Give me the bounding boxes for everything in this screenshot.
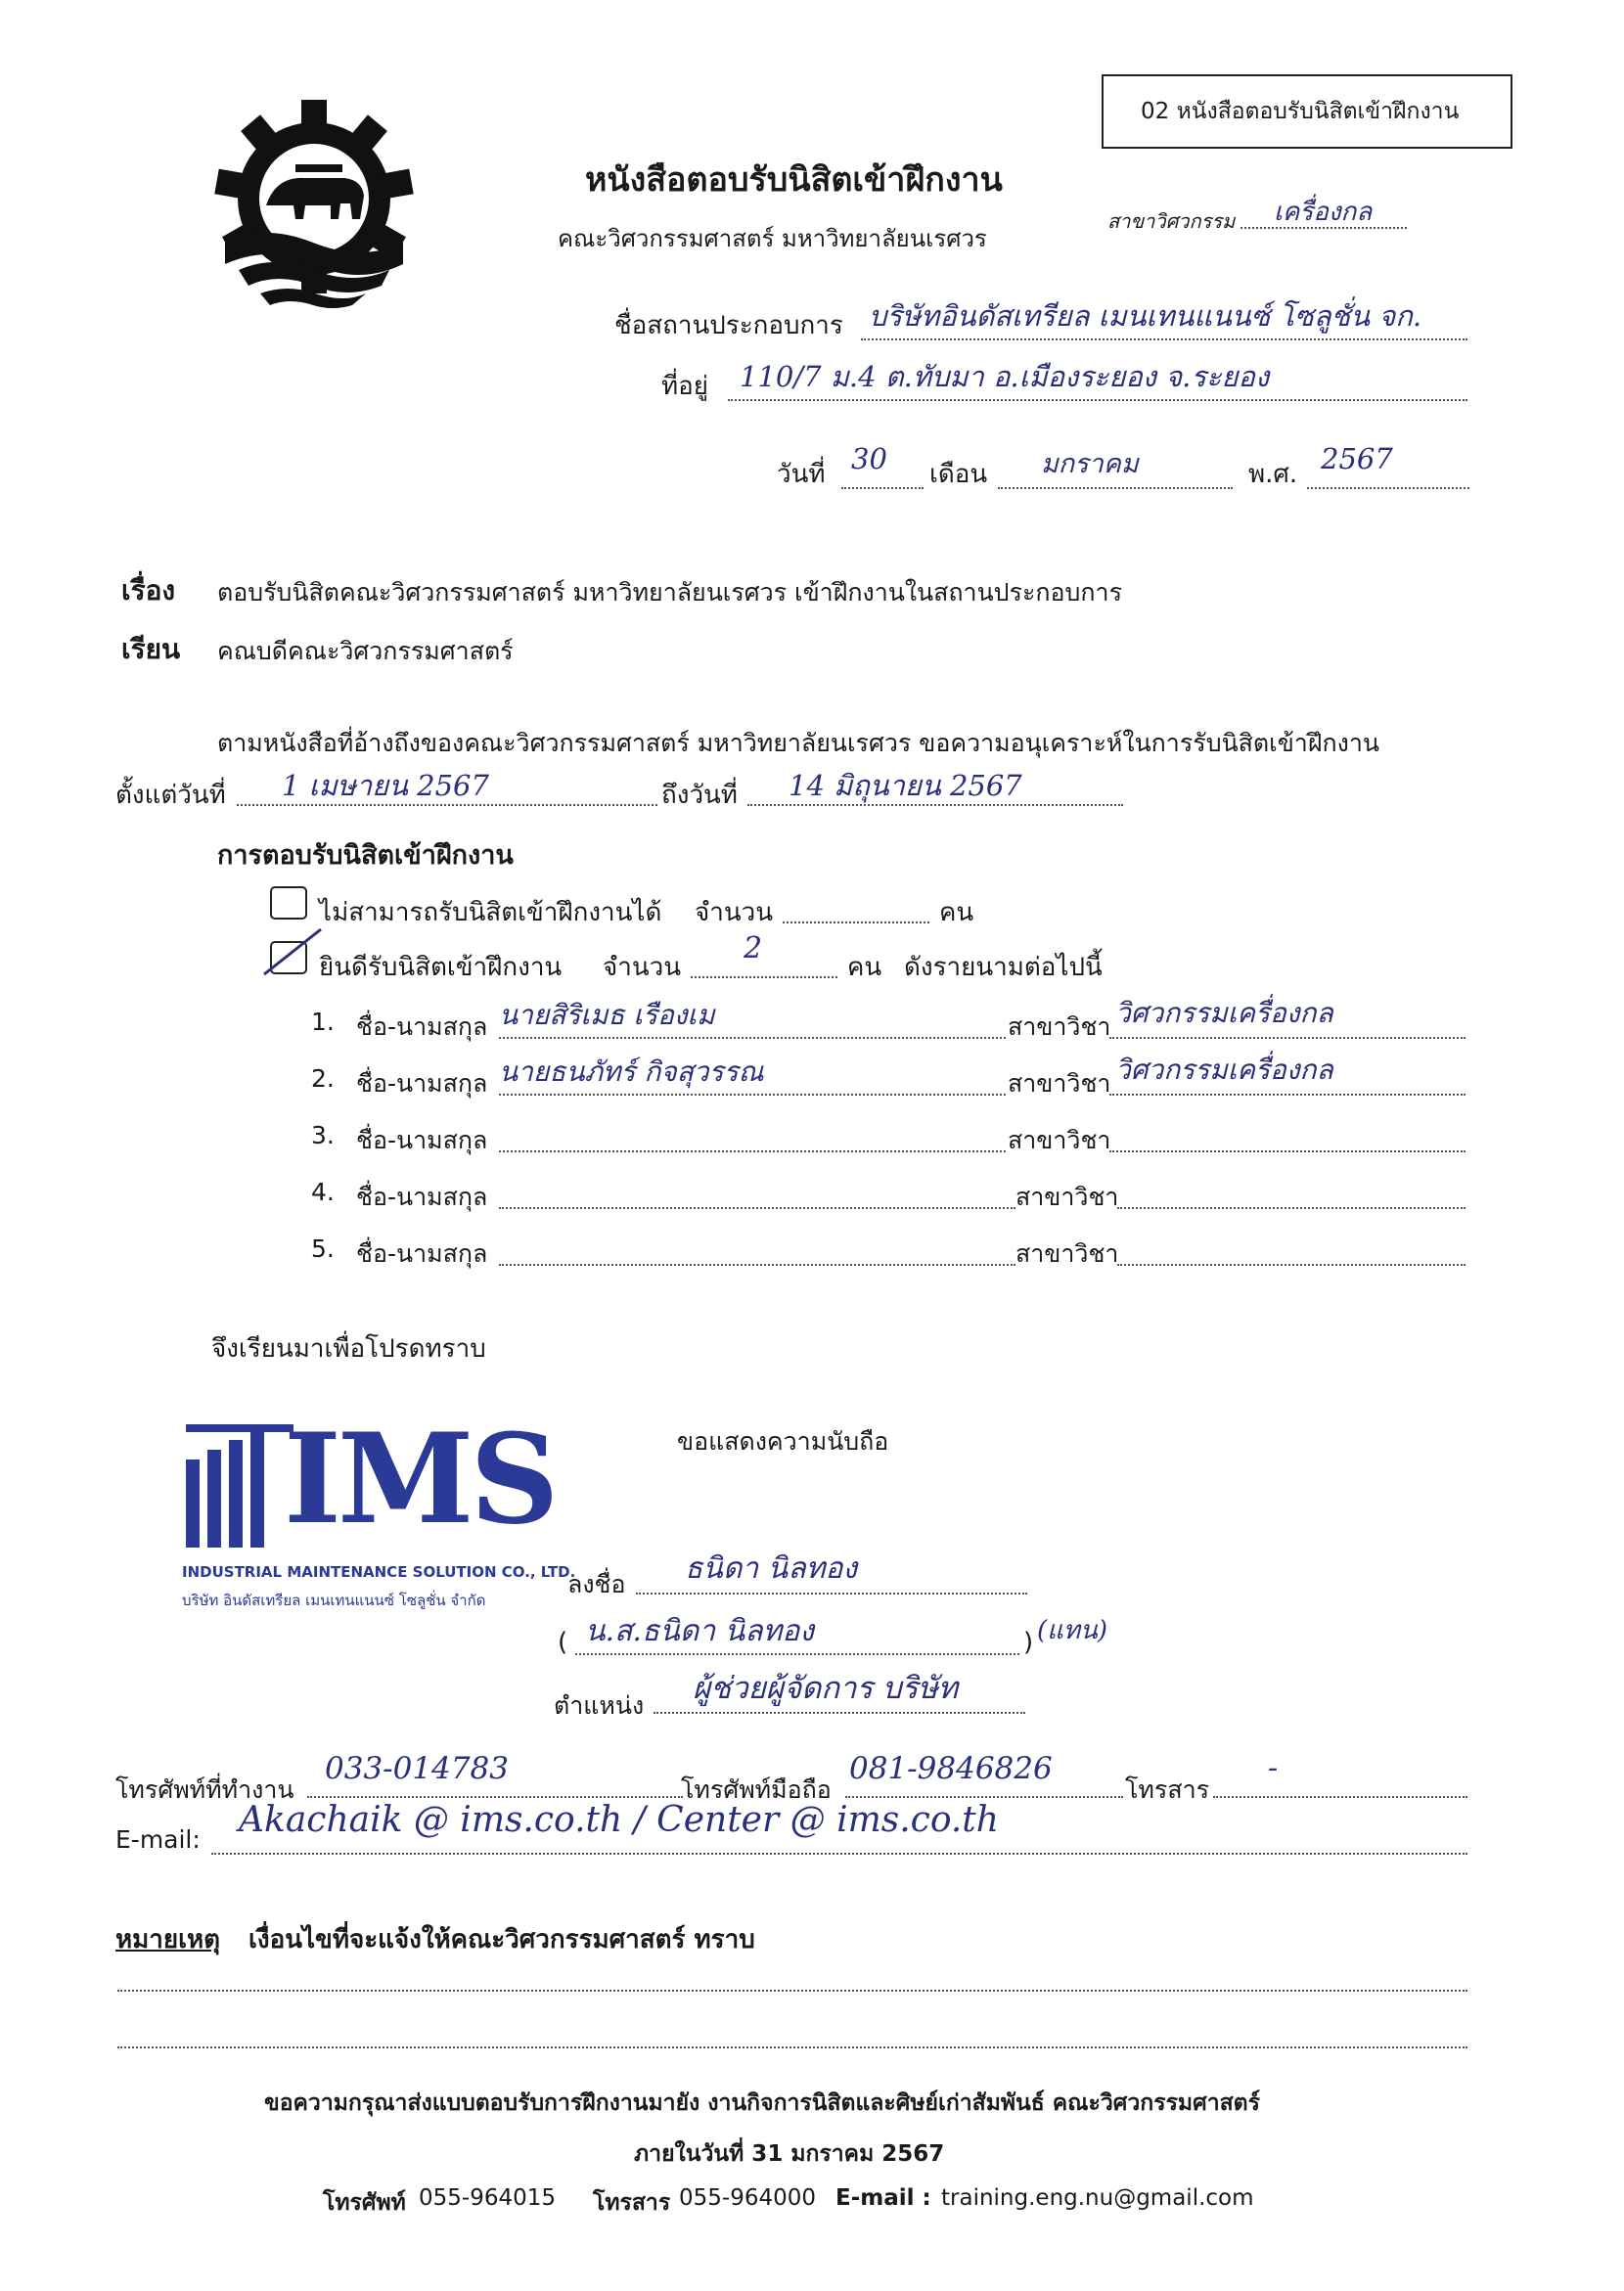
org-label: ชื่อสถานประกอบการ xyxy=(614,311,843,340)
date-year-label: พ.ศ. xyxy=(1248,460,1298,489)
student-name-line xyxy=(499,1264,1015,1266)
reject-checkbox[interactable] xyxy=(270,886,307,920)
student-no: 4. xyxy=(311,1178,335,1206)
fax-line xyxy=(1213,1796,1467,1798)
subject-label: เรื่อง xyxy=(121,574,176,606)
student-major-line xyxy=(1109,1037,1466,1039)
student-major-line xyxy=(1117,1264,1466,1266)
to-label: เรียน xyxy=(121,633,181,665)
student-major-label: สาขาวิชา xyxy=(1015,1183,1119,1211)
student-name-line xyxy=(499,1207,1015,1209)
fax-value: - xyxy=(1268,1751,1279,1785)
student-no: 2. xyxy=(311,1064,335,1093)
note-text: เงื่อนไขที่จะแจ้งให้คณะวิศวกรรมศาสตร์ ทราบ xyxy=(248,1925,755,1954)
student-name-line xyxy=(499,1094,1006,1096)
footer-phone-label: โทรศัพท์ xyxy=(323,2190,406,2216)
print-name-close: ) xyxy=(1023,1628,1034,1657)
check-mark-icon xyxy=(256,923,325,982)
student-major-label: สาขาวิชา xyxy=(1008,1069,1111,1098)
company-name-th: บริษัท อินดัสเทรียล เมนเทนแนนซ์ โซลูชั่น จำกัด xyxy=(182,1592,486,1609)
student-major-line xyxy=(1117,1207,1466,1209)
addr-value: 110/7 ม.4 ต.ทับมา อ.เมืองระยอง จ.ระยอง xyxy=(740,360,1270,393)
position-value: ผู้ช่วยผู้จัดการ บริษัท xyxy=(693,1671,959,1706)
doc-title: หนังสือตอบรับนิสิตเข้าฝึกงาน xyxy=(585,160,1003,200)
reject-count-line xyxy=(783,921,929,923)
date-day-label: วันที่ xyxy=(777,460,826,489)
fax-label: โทรสาร xyxy=(1125,1775,1210,1804)
student-major-label: สาขาวิชา xyxy=(1008,1012,1111,1041)
student-major-line xyxy=(1109,1150,1466,1152)
date-month: มกราคม xyxy=(1041,449,1139,479)
response-heading: การตอบรับนิสิตเข้าฝึกงาน xyxy=(217,840,514,871)
student-major: วิศวกรรมเครื่องกล xyxy=(1115,997,1333,1029)
student-row-1 xyxy=(0,997,1624,1049)
accept-count-label: จำนวน xyxy=(603,953,681,982)
faculty-emblem xyxy=(205,96,423,313)
print-name-open: ( xyxy=(558,1628,568,1657)
note-line-2 xyxy=(117,2046,1467,2048)
reject-unit: คน xyxy=(939,898,974,927)
phone-value: 033-014783 xyxy=(325,1751,509,1786)
student-name: นายสิริเมธ เรืองเม xyxy=(499,999,715,1031)
student-row-5 xyxy=(0,1227,1624,1276)
reject-label: ไม่สามารถรับนิสิตเข้าฝึกงานได้ xyxy=(319,898,662,927)
student-major-label: สาขาวิชา xyxy=(1015,1239,1119,1268)
footer-email[interactable]: training.eng.nu@gmail.com xyxy=(941,2185,1254,2211)
doc-code: 02 หนังสือตอบรับนิสิตเข้าฝึกงาน xyxy=(1141,99,1460,124)
student-no: 1. xyxy=(311,1008,335,1036)
date-year-line xyxy=(1307,487,1469,489)
student-row-3 xyxy=(0,1113,1624,1162)
date-day: 30 xyxy=(851,442,887,475)
footer-line-2: ภายในวันที่ 31 มกราคม 2567 xyxy=(634,2141,945,2167)
sign-value: ธนิดา นิลทอง xyxy=(685,1551,858,1586)
addr-line xyxy=(728,399,1467,401)
reject-count-label: จำนวน xyxy=(695,898,773,927)
student-name-label: ชื่อ-นามสกุล xyxy=(356,1126,488,1154)
date-month-label: เดือน xyxy=(929,460,988,489)
mobile-label: โทรศัพท์มือถือ xyxy=(681,1775,832,1804)
student-no: 5. xyxy=(311,1235,335,1263)
student-major: วิศวกรรมเครื่องกล xyxy=(1115,1054,1333,1086)
phone-line xyxy=(307,1796,683,1798)
sign-line xyxy=(636,1593,1027,1595)
student-major-label: สาขาวิชา xyxy=(1008,1126,1111,1154)
mobile-line xyxy=(845,1796,1123,1798)
email-label: E-mail: xyxy=(115,1825,201,1854)
from-label: ตั้งแต่วันที่ xyxy=(115,781,226,810)
subject-text: ตอบรับนิสิตคณะวิศวกรรมศาสตร์ มหาวิทยาลัยนเรศวร เข้าฝึกงานในสถานประกอบการ xyxy=(217,578,1123,606)
note-label: หมายเหตุ xyxy=(115,1925,221,1954)
date-month-line xyxy=(998,487,1233,489)
print-suffix: (แทน) xyxy=(1037,1616,1107,1645)
student-name-line xyxy=(499,1150,1006,1152)
footer-phone: 055-964015 xyxy=(419,2185,556,2211)
closing-text: จึงเรียนมาเพื่อโปรดทราบ xyxy=(211,1334,486,1364)
accept-label: ยินดีรับนิสิตเข้าฝึกงาน xyxy=(319,953,563,982)
note-line-1 xyxy=(117,1990,1467,1992)
mobile-value: 081-9846826 xyxy=(849,1751,1053,1786)
print-name: น.ส.ธนิดา นิลทอง xyxy=(585,1614,814,1648)
student-name-label: ชื่อ-นามสกุล xyxy=(356,1183,488,1211)
accept-unit: คน xyxy=(847,953,882,982)
company-logo-text: IMS xyxy=(284,1407,556,1551)
to-text: คณบดีคณะวิศวกรรมศาสตร์ xyxy=(217,637,514,665)
footer-fax-label: โทรสาร xyxy=(593,2190,671,2216)
until-value: 14 มิถุนายน 2567 xyxy=(789,769,1022,802)
student-name-line xyxy=(499,1037,1006,1039)
body-text: ตามหนังสือที่อ้างถึงของคณะวิศวกรรมศาสตร์ มหาวิทยาลัยนเรศวร ขอความอนุเคราะห์ในการรับนิสิตเข้าฝึกงาน xyxy=(217,729,1379,757)
regards-text: ขอแสดงความนับถือ xyxy=(677,1427,889,1456)
student-row-2 xyxy=(0,1056,1624,1105)
student-no: 3. xyxy=(311,1121,335,1149)
branch-label: สาขาวิศวกรรม xyxy=(1107,209,1236,233)
addr-label: ที่อยู่ xyxy=(661,372,708,401)
list-suffix: ดังรายนามต่อไปนี้ xyxy=(904,953,1103,982)
branch-value: เครื่องกล xyxy=(1274,198,1373,227)
phone-label: โทรศัพท์ที่ทำงาน xyxy=(115,1775,294,1804)
footer-email-label: E-mail : xyxy=(835,2185,931,2211)
date-year: 2567 xyxy=(1321,442,1393,475)
email-value: Akachaik @ ims.co.th / Center @ ims.co.th xyxy=(239,1800,999,1840)
date-day-line xyxy=(841,487,924,489)
doc-subtitle: คณะวิศวกรรมศาสตร์ มหาวิทยาลัยนเรศวร xyxy=(558,225,987,252)
accept-count: 2 xyxy=(744,931,763,966)
student-name-label: ชื่อ-นามสกุล xyxy=(356,1069,488,1098)
org-line xyxy=(861,338,1467,340)
until-label: ถึงวันที่ xyxy=(661,781,738,810)
position-label: ตำแหน่ง xyxy=(554,1691,645,1720)
sign-label: ลงชื่อ xyxy=(567,1570,626,1598)
doc-code-box xyxy=(1102,74,1512,149)
student-name-label: ชื่อ-นามสกุล xyxy=(356,1239,488,1268)
student-row-4 xyxy=(0,1170,1624,1219)
org-value: บริษัทอินดัสเทรียล เมนเทนแนนซ์ โซลูชั่น จก. xyxy=(869,299,1422,333)
student-name: นายธนภัทร์ กิจสุวรรณ xyxy=(499,1056,764,1088)
footer-line-1: ขอความกรุณาส่งแบบตอบรับการฝึกงานมายัง งานกิจการนิสิตและศิษย์เก่าสัมพันธ์ คณะวิศวกรรมศาสตร์ xyxy=(264,2090,1260,2116)
email-line xyxy=(211,1853,1467,1855)
student-name-label: ชื่อ-นามสกุล xyxy=(356,1012,488,1041)
position-line xyxy=(654,1712,1025,1714)
from-value: 1 เมษายน 2567 xyxy=(282,769,489,802)
accept-count-line xyxy=(691,976,837,978)
student-major-line xyxy=(1109,1094,1466,1096)
company-stamp xyxy=(182,1407,593,1616)
company-name-en: INDUSTRIAL MAINTENANCE SOLUTION CO., LTD. xyxy=(182,1563,576,1581)
footer-fax: 055-964000 xyxy=(679,2185,816,2211)
